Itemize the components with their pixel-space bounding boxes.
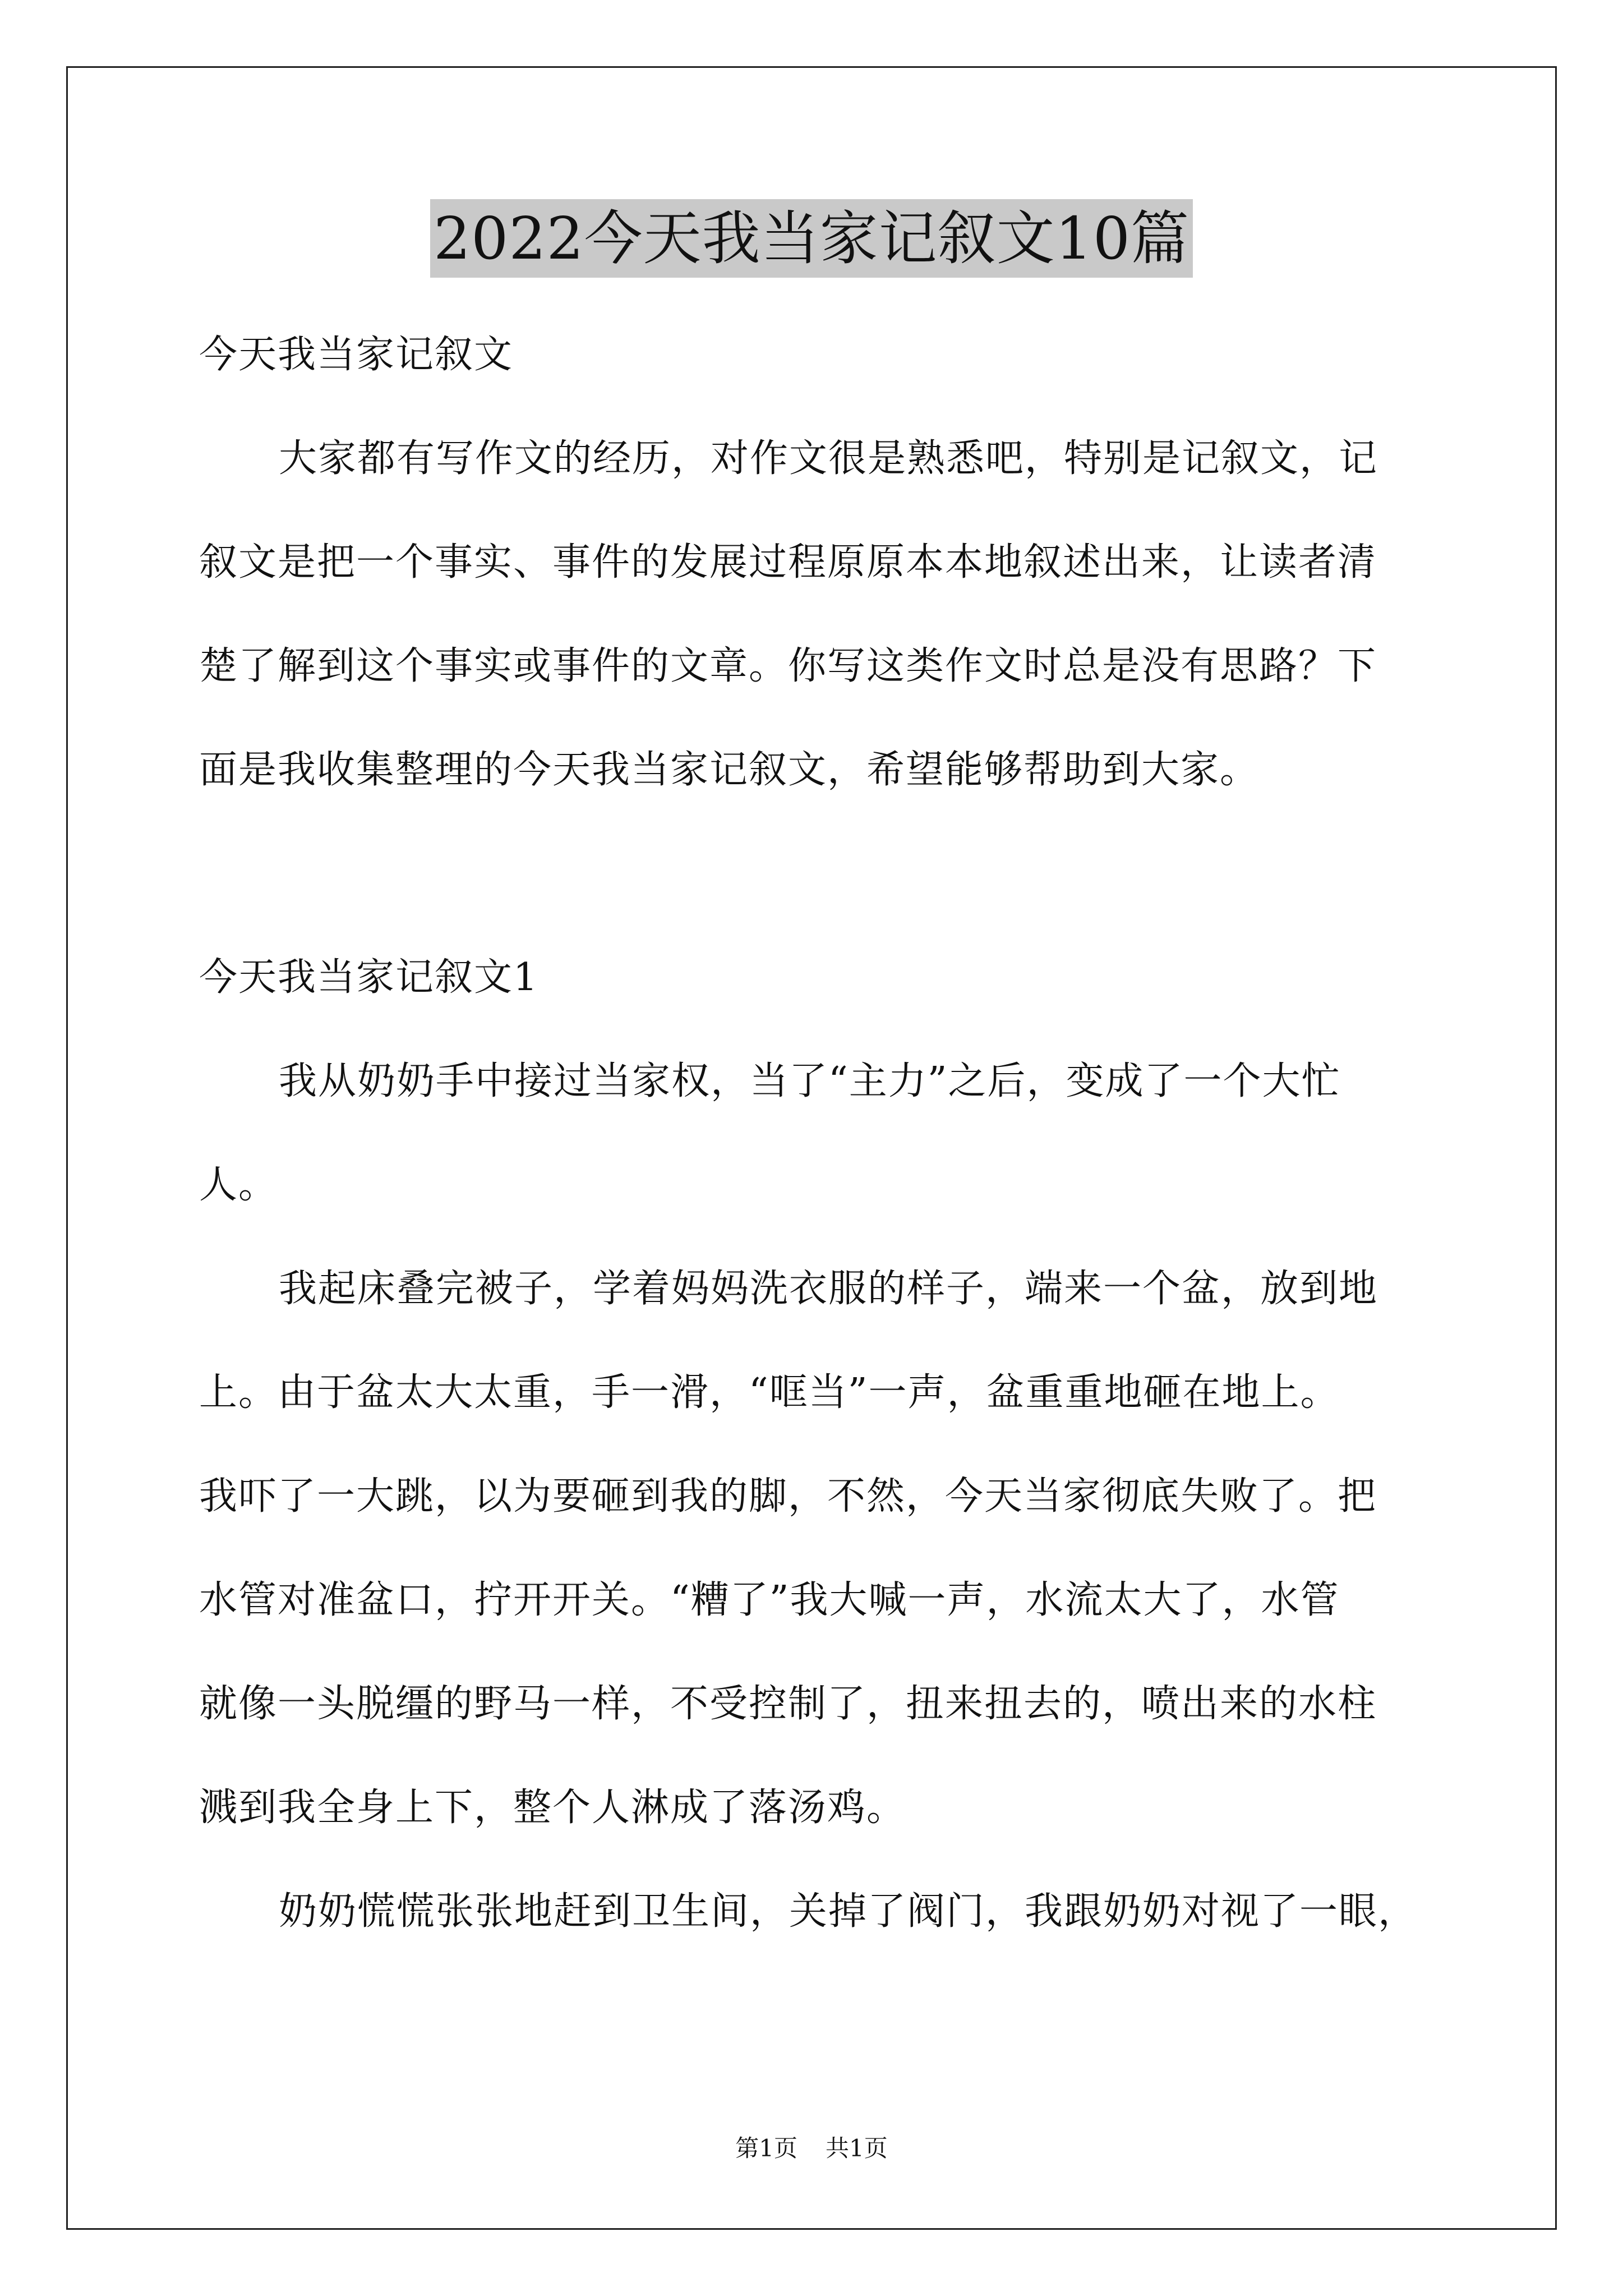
paragraph-line: 就像一头脱缰的野马一样，不受控制了，扭来扭去的，喷出来的水柱 <box>199 1682 1377 1726</box>
paragraph-gap <box>199 822 1433 926</box>
page-total: 共1页 <box>826 2134 888 2162</box>
page-number: 第1页 <box>735 2134 797 2162</box>
paragraph-line: 楚了解到这个事实或事件的文章。你写这类作文时总是没有思路？下 <box>199 644 1377 688</box>
paragraph-line: 我吓了一大跳，以为要砸到我的脚，不然，今天当家彻底失败了。把 <box>199 1474 1377 1519</box>
paragraph-line: 我从奶奶手中接过当家权，当了“主力”之后，变成了一个大忙 <box>279 1059 1341 1103</box>
section-heading: 今天我当家记叙文 <box>199 333 514 377</box>
paragraph-line: 人。 <box>199 1163 278 1207</box>
title-container <box>0 199 1623 278</box>
paragraph-line: 我起床叠完被子，学着妈妈洗衣服的样子，端来一个盆，放到地 <box>279 1267 1378 1311</box>
document-title: 2022今天我当家记叙文10篇 <box>430 199 1193 278</box>
paragraph-line: 溅到我全身上下，整个人淋成了落汤鸡。 <box>199 1786 906 1830</box>
paragraph-line: 奶奶慌慌张张地赶到卫生间，关掉了阀门，我跟奶奶对视了一眼， <box>279 1889 1418 1934</box>
paragraph-line: 面是我收集整理的今天我当家记叙文，希望能够帮助到大家。 <box>199 748 1260 792</box>
section-heading: 今天我当家记叙文1 <box>199 955 539 1000</box>
paragraph-line: 水管对准盆口，拧开开关。“糟了”我大喊一声，水流太大了，水管 <box>199 1578 1340 1622</box>
page-footer <box>0 2132 1623 2165</box>
document-body <box>199 303 1433 1963</box>
paragraph-line: 上。由于盆太大太重，手一滑，“哐当”一声，盆重重地砸在地上。 <box>199 1370 1340 1415</box>
paragraph-line: 大家都有写作文的经历，对作文很是熟悉吧，特别是记叙文，记 <box>279 436 1378 481</box>
paragraph-line: 叙文是把一个事实、事件的发展过程原原本本地叙述出来，让读者清 <box>199 540 1377 585</box>
